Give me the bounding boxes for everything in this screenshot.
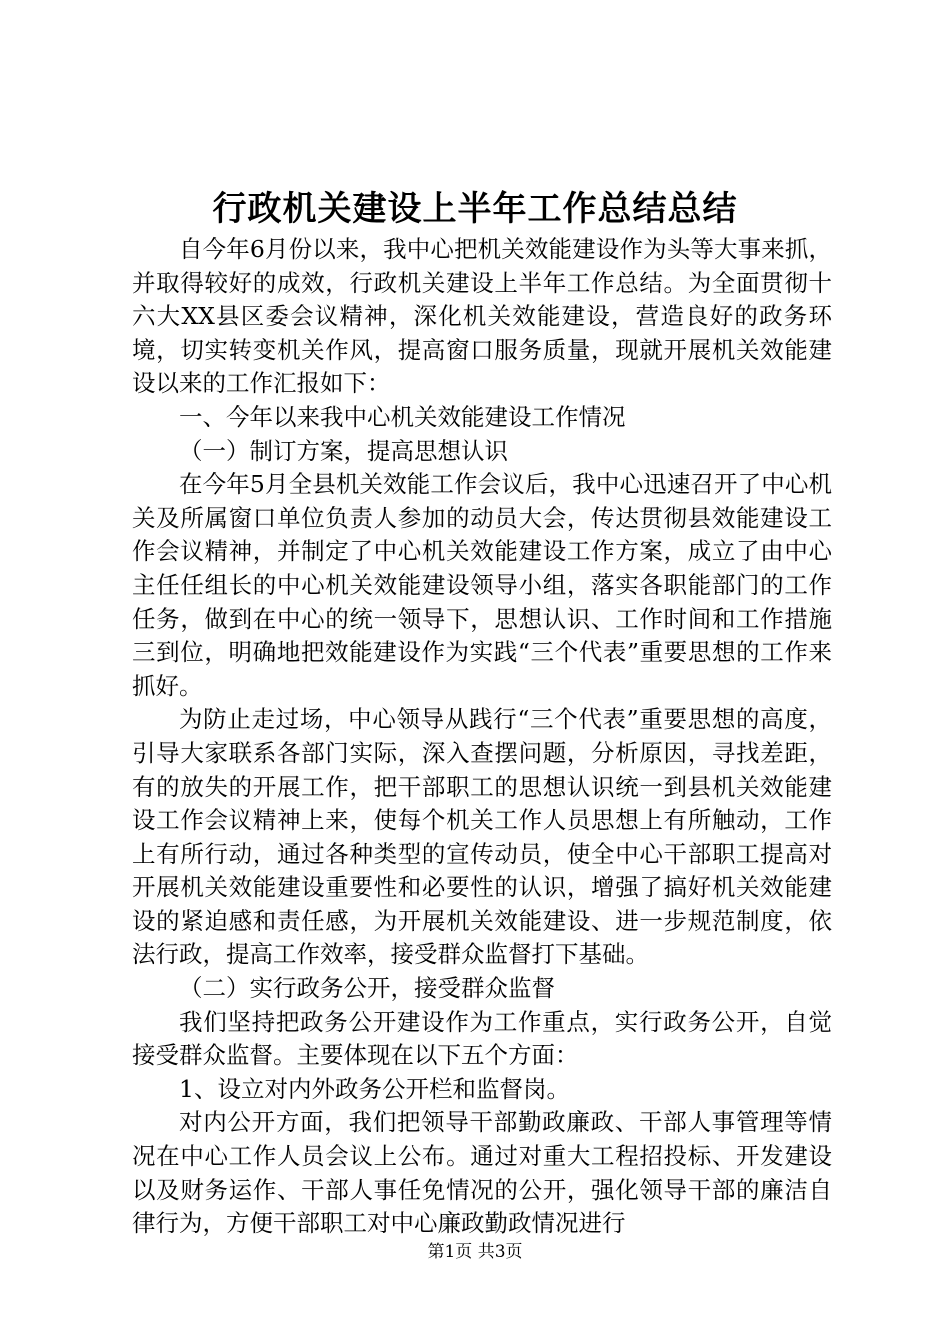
page-number-footer: 第1页 共3页 [427,1242,523,1262]
document-title: 行政机关建设上半年工作总结总结 [212,189,738,229]
subsection-heading: （一）制订方案，提高思想认识 [179,436,508,465]
list-item-heading: 1、设立对内外政务公开栏和监督岗。 [179,1074,570,1103]
document-body [132,233,832,1241]
paragraph: 我们坚持把政务公开建设作为工作重点，实行政务公开，自觉接受群众监督。主要体现在以下五个方面： [132,1007,832,1070]
subsection-heading: （二）实行政务公开，接受群众监督 [179,974,555,1003]
section-heading: 一、今年以来我中心机关效能建设工作情况 [179,402,626,431]
paragraph: 对内公开方面，我们把领导干部勤政廉政、干部人事管理等情况在中心工作人员会议上公布。通过对重大工程招投标、开发建设以及财务运作、干部人事任免情况的公开，强化领导干部的廉洁自律行为，方便干部职工对中心廉政勤政情况进行 [132,1108,832,1238]
paragraph: 为防止走过场，中心领导从践行“三个代表”重要思想的高度，引导大家联系各部门实际，深入查摆问题，分析原因，寻找差距，有的放失的开展工作，把干部职工的思想认识统一到县机关效能建设工作会议精神上来，使每个机关工作人员思想上有所触动，工作上有所行动，通过各种类型的宣传动员，使全中心干部职工提高对开展机关效能建设重要性和必要性的认识，增强了搞好机关效能建设的紧迫感和责任感，为开展机关效能建设、进一步规范制度，依法行政，提高工作效率，接受群众监督打下基础。 [132,705,832,969]
paragraph: 在今年5月全县机关效能工作会议后，我中心迅速召开了中心机关及所属窗口单位负责人参加的动员大会，传达贯彻县效能建设工作会议精神，并制定了中心机关效能建设工作方案，成立了由中心主任任组长的中心机关效能建设领导小组，落实各职能部门的工作任务，做到在中心的统一领导下，思想认识、工作时间和工作措施三到位，明确地把效能建设作为实践“三个代表”重要思想的工作来抓好。 [132,470,832,700]
paragraph: 自今年6月份以来，我中心把机关效能建设作为头等大事来抓，并取得较好的成效，行政机关建设上半年工作总结。为全面贯彻十六大XX县区委会议精神，深化机关效能建设，营造良好的政务环境，切实转变机关作风，提高窗口服务质量，现就开展机关效能建设以来的工作汇报如下： [132,235,832,398]
